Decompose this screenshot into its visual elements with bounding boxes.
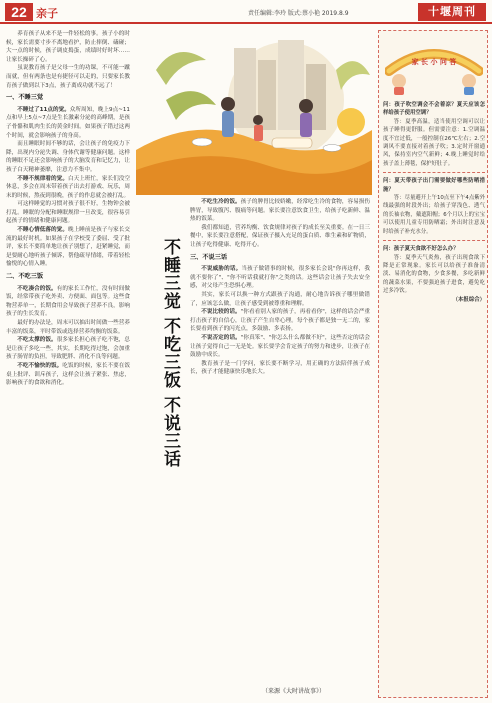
qa-banner	[385, 35, 483, 95]
question-3: 问：孩子夏天食欲不好怎么办？	[383, 246, 459, 253]
question-1: 问：孩子吹空调会不会着凉？夏天应该怎样给孩子使用空调？	[383, 102, 485, 117]
page-header	[0, 0, 492, 24]
family-illustration	[136, 30, 372, 195]
paragraph: 可这样睡觉的习惯对孩子很不好，生物钟会被打乱。睡眠的分配和睡眠规律一旦改变，很容易引起孩子的情绪和健康问题。	[6, 201, 130, 225]
page-number: 22	[5, 3, 33, 21]
paragraph: 而且睡眠时间不够的话，会让孩子的免疫力下降，出现内分泌失调、身体代谢等健康问题。这样的睡眠不足还会影响孩子的大脑发育和记忆力，让孩子白天精神萎靡，注意力不集中。	[6, 141, 130, 173]
section-title: 亲子	[36, 7, 58, 20]
intro-paragraph-2: 虽说教育孩子是父母一生的功课，不可能一蹴而就，但有两条也是有捷径可以走的，只要家长教育孩子做到以下3点，孩子离成功就不远了！	[6, 65, 130, 89]
masthead: 十堰周刊	[418, 3, 486, 21]
answer-3: 答：夏季天气炎热，孩子出现食欲下降是正常现象。家长可以给孩子准备清淡、易消化的食物，少食多餐，多吃新鲜的蔬菜水果，不要强迫孩子进食，避免吃过多冷饮。	[383, 254, 485, 295]
qa-body	[383, 97, 485, 304]
paragraph: 不吃太撑的饭。很多家长担心孩子吃不饱，总是让孩子多吃一些，其实，长期吃得过饱，会加重孩子肠胃的负担，导致肥胖、消化不良等问题。	[6, 337, 130, 361]
paragraph: 不睡心情低落的觉。晚上睡前是孩子与家长交流的最好时机。如果孩子在学校受了委屈、受了批评，家长不要简单地让孩子别想了，赶紧睡觉，而是要耐心地听孩子倾诉，帮他疏导情绪，带着轻松愉悦的心情入睡。	[6, 227, 130, 268]
article-column-left	[6, 30, 130, 700]
paragraph: 我们都知道，营养均衡、饮食规律对孩子的成长至关重要。在一日三餐中，家长要注意搭配，保证孩子摄入充足的蛋白质、维生素和矿物质，让孩子吃得健康、吃得开心。	[190, 224, 370, 248]
paragraph: 不说威胁的话。当孩子做错事的时候，很多家长会说"你再这样，我就不要你了"、"你不听话我就打你"之类的话。这些话会让孩子失去安全感，对父母产生恐惧心理。	[190, 266, 370, 290]
subheading-talk: 三、不说三话	[190, 253, 228, 261]
paragraph: 不说比较的话。"你看看别人家的孩子，再看看你"，这样的话会严重打击孩子的自信心，让孩子产生自卑心理。每个孩子都是独一无二的，家长要看到孩子的闪光点，多鼓励、多表扬。	[190, 309, 370, 333]
question-2: 问：夏天带孩子出门需要做好哪些防晒措施？	[383, 178, 485, 193]
paragraph: 不说否定的话。"你真笨"、"你怎么什么都做不好"，这些否定的话会让孩子觉得自己一无是处。家长要学会肯定孩子的努力和进步，让孩子在鼓励中成长。	[190, 334, 370, 359]
editor-credits: 责任编辑:李玲 版式:蔡小艳 2019.8.9	[248, 10, 349, 17]
intro-paragraph: 养育孩子从来不是一件轻松的事。孩子小的时候，家长需要寸步不离地看护，防止摔倒、磕碰；大一点的时候，孩子调皮捣蛋，成绩时好时坏……让家长操碎了心。	[6, 31, 130, 63]
paragraph: 不吃凑合的饭。有的家长工作忙，没有时间做饭，经常带孩子吃外卖、方便面、面包等。这些食物营养单一，长期食用会导致孩子营养不良，影响孩子的生长发育。	[6, 285, 130, 318]
qa-sidebar	[378, 30, 488, 698]
qa-banner-title: 家 长 小 问 答	[411, 58, 457, 66]
article-source: （来源《大时讲故事》）	[262, 688, 326, 695]
paragraph: 最好的办法是，周末可以抽出时间做一些营养丰富的饭菜，平时带饭或选择营养均衡的饭菜。	[6, 320, 130, 335]
illustration-svg	[136, 30, 372, 195]
paragraph: 教育孩子是一门学问，家长要不断学习，用正确的方法陪伴孩子成长，孩子才能健康快乐地长大。	[190, 360, 370, 376]
headline: 不睡三觉 不吃三饭 不说三话	[160, 238, 180, 468]
paragraph: 不吃不愉快的饭。吃饭的时候，家长不要在饭桌上批评、训斥孩子，这样会让孩子紧张、焦虑，影响孩子的食欲和消化。	[6, 362, 130, 387]
paragraph: 其实，家长可以换一种方式跟孩子沟通，耐心地告诉孩子哪里做错了，应该怎么做，让孩子感受到被尊重和理解。	[190, 291, 370, 307]
article-column-right	[190, 198, 370, 676]
sidebar-source: （本报综合）	[452, 296, 485, 303]
paragraph: 不吃生冷的饭。孩子的脾胃比较娇嫩，经常吃生冷的食物，容易损伤脾胃，导致腹泻、腹痛等问题。家长要注意饮食卫生，给孩子吃新鲜、温热的饭菜。	[190, 199, 370, 223]
subheading-sleep: 一、不睡三觉	[6, 94, 44, 102]
paragraph: 不睡过了11点的觉。众所周知，晚上9点~11点和早上5点~7点是生长激素分泌的高峰期，是孩子骨骼和肌肉生长的黄金时间。如果孩子错过这两个时间，就会影响孩子的身高。	[6, 106, 130, 139]
answer-2: 答：尽量避开上午10点至下午4点紫外线最强的时段外出；给孩子穿浅色、透气的长袖衣物，戴遮阳帽；6个月以上的宝宝可以使用儿童专用防晒霜；外出时注意及时给孩子补充水分。	[383, 195, 485, 235]
subheading-eat: 二、不吃三饭	[6, 273, 44, 281]
divider	[383, 172, 485, 173]
answer-1: 答：夏季高温，适当使用空调可以让孩子睡得更舒服。但需要注意：1.空调温度不宜过低，一般控制在26℃左右；2.空调风不要直接对着孩子吹；3.定时开窗通风，保持室内空气新鲜；4.晚上睡觉时给孩子盖上薄毯，保护好肚子。	[383, 118, 485, 167]
divider	[383, 240, 485, 241]
paragraph: 不睡不规律看的觉。白天上班忙，家长们没空休息，多会在周末带着孩子出去打游戏、玩乐，周末的时候，熬夜到很晚，孩子的作息就会被打乱。	[6, 175, 130, 199]
